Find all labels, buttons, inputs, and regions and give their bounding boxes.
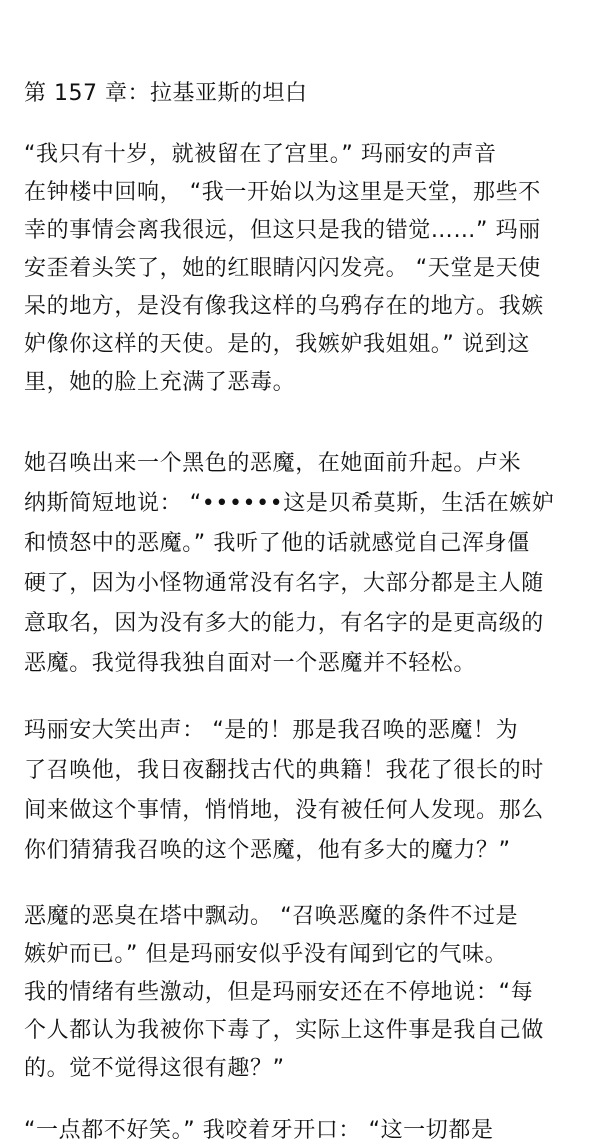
text-line: 恶魔。我觉得我独自面对一个恶魔并不轻松。 — [24, 651, 477, 676]
text-line: 里，她的脸上充满了恶毒。 — [24, 370, 296, 395]
text-line: 在钟楼中回响， “我一开始以为这里是天堂，那些不 — [24, 180, 541, 205]
paragraph-2 — [24, 444, 584, 684]
text-line: 妒像你这样的天使。是的，我嫉妒我姐姐。” 说到这 — [24, 332, 530, 357]
text-line: 她召唤出来一个黑色的恶魔，在她面前升起。卢米 — [24, 451, 522, 476]
paragraph-1 — [24, 136, 584, 402]
text-line: 嫉妒而已。” 但是玛丽安似乎没有闻到它的气味。 — [24, 942, 508, 967]
text-line: 意取名，因为没有多大的能力，有名字的是更高级的 — [24, 611, 544, 636]
paragraph-3 — [24, 711, 584, 871]
text-line: 了召唤他，我日夜翻找古代的典籍！我花了很长的时 — [24, 758, 544, 783]
text-line: 硬了，因为小怪物通常没有名字，大部分都是主人随 — [24, 571, 544, 596]
text-line: 幸的事情会离我很远，但这只是我的错觉……” 玛丽 — [24, 218, 541, 243]
text-line: 个人都认为我被你下毒了，实际上这件事是我自己做 — [24, 1018, 544, 1043]
text-line: “我只有十岁，就被留在了宫里。” 玛丽安的声音 — [24, 142, 497, 167]
text-line: “一点都不好笑。” 我咬着牙开口： “这一切都是 — [24, 1118, 494, 1143]
paragraph-5 — [24, 1112, 584, 1146]
chapter-title: 第 157 章：拉基亚斯的坦白 — [24, 81, 308, 106]
text-line: 纳斯简短地说： “••••••这是贝希莫斯，生活在嫉妒 — [24, 491, 555, 516]
text-line: 呆的地方，是没有像我这样的乌鸦存在的地方。我嫉 — [24, 294, 544, 319]
text-line: 和愤怒中的恶魔。” 我听了他的话就感觉自己浑身僵 — [24, 531, 530, 556]
text-line: 你们猜猜我召唤的这个恶魔，他有多大的魔力？” — [24, 838, 511, 863]
text-line: 我的情绪有些激动，但是玛丽安还在不停地说：“每 — [24, 980, 534, 1005]
text-line: 玛丽安大笑出声： “是的！那是我召唤的恶魔！为 — [24, 718, 519, 743]
text-line: 的。觉不觉得这很有趣？” — [24, 1056, 285, 1081]
text-line: 安歪着头笑了，她的红眼睛闪闪发亮。 “天堂是天使 — [24, 256, 541, 281]
text-line: 间来做这个事情，悄悄地，没有被任何人发现。那么 — [24, 798, 544, 823]
paragraph-4 — [24, 898, 584, 1088]
text-line: 恶魔的恶臭在塔中飘动。 “召唤恶魔的条件不过是 — [24, 904, 519, 929]
